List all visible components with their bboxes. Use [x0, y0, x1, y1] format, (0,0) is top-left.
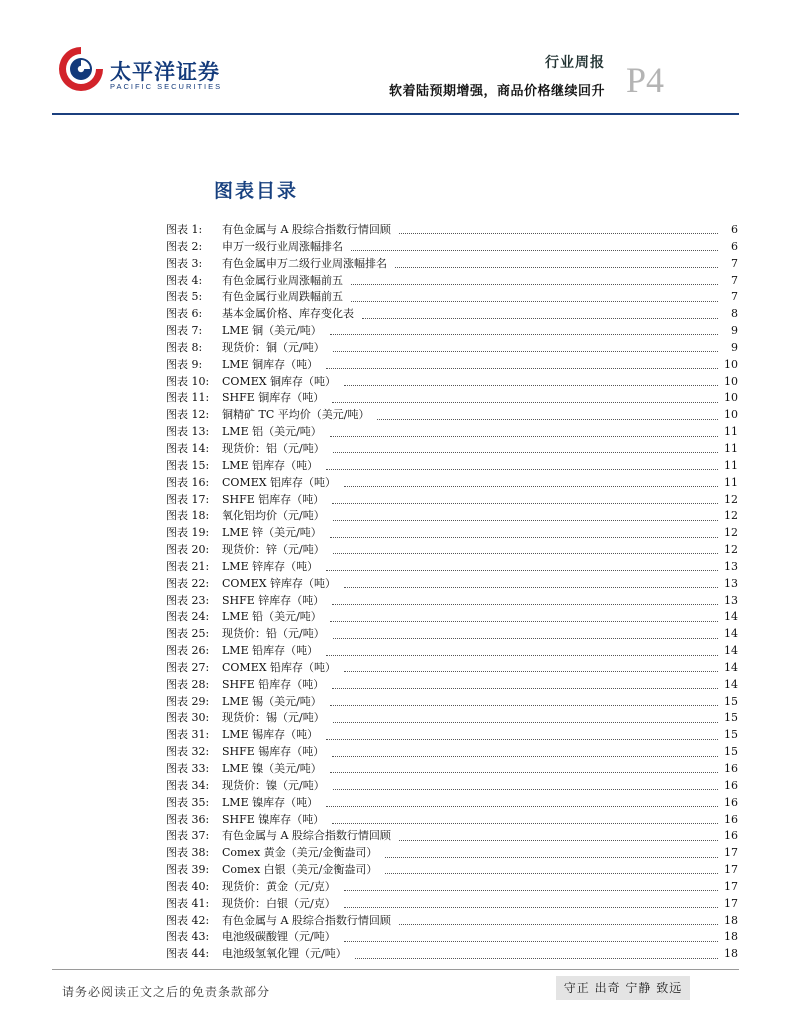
toc-entry-title: LME 锌库存（吨） [222, 559, 319, 573]
toc-dot-leader [333, 350, 718, 352]
toc-dot-leader [332, 401, 718, 403]
toc-entry-label: 图表 24: [166, 610, 210, 624]
toc-entry-label: 图表 41: [166, 896, 210, 910]
toc-entry-title: 基本金属价格、库存变化表 [222, 307, 354, 321]
toc-dot-leader [333, 519, 718, 521]
toc-entry-label: 图表 27: [166, 660, 210, 674]
toc-dot-leader [332, 822, 718, 824]
brand-name-cn: 太平洋证券 [110, 60, 220, 84]
toc-entry-title: 有色金属与 A 股综合指数行情回顾 [222, 223, 391, 236]
toc-entry-label: 图表 26: [166, 644, 210, 658]
toc-dot-leader [330, 704, 718, 706]
toc-entry-label: 图表 38: [166, 846, 210, 860]
toc-dot-leader [333, 721, 718, 723]
toc-entry[interactable] [166, 323, 738, 340]
toc-entry[interactable] [166, 677, 738, 694]
toc-entry-page: 9 [731, 340, 738, 354]
toc-entry-label: 图表 7: [166, 324, 203, 338]
toc-entry[interactable] [166, 525, 738, 542]
toc-entry-title: LME 铜（美元/吨） [222, 324, 322, 338]
report-type: 行业周报 [545, 55, 605, 71]
toc-entry[interactable] [166, 795, 738, 812]
toc-entry-title: 有色金属与 A 股综合指数行情回顾 [222, 913, 391, 927]
toc-entry-title: LME 铜库存（吨） [222, 357, 319, 371]
toc-dot-leader [377, 418, 718, 420]
toc-entry-label: 图表 17: [166, 492, 210, 506]
toc-entry-page: 9 [731, 324, 738, 338]
toc-entry-title: 有色金属行业周涨幅前五 [222, 273, 343, 287]
toc-entry-title: SHFE 镍库存（吨） [222, 812, 325, 826]
toc-dot-leader [332, 755, 718, 757]
toc-entry-title: 有色金属行业周跌幅前五 [222, 290, 343, 304]
company-motto: 守正 出奇 宁静 致远 [556, 976, 690, 1000]
toc-dot-leader [344, 586, 718, 588]
toc-entry-label: 图表 23: [166, 593, 210, 607]
toc-dot-leader [385, 872, 718, 874]
toc-entry-page: 14 [724, 610, 738, 624]
toc-entry[interactable] [166, 559, 738, 576]
toc-entry-page: 15 [724, 728, 738, 742]
toc-entry-page: 10 [724, 391, 738, 405]
toc-entry-page: 6 [731, 239, 738, 253]
toc-dot-leader [330, 771, 718, 773]
toc-entry-page: 18 [724, 930, 738, 944]
toc-entry[interactable] [166, 357, 738, 374]
toc-entry[interactable] [166, 256, 738, 273]
toc-entry-title: 现货价：黄金（元/克） [222, 879, 336, 893]
toc-entry[interactable] [166, 390, 738, 407]
toc-entry-label: 图表 8: [166, 340, 203, 354]
toc-entry[interactable] [166, 778, 738, 795]
toc-dot-leader [332, 502, 718, 504]
toc-entry-page: 8 [731, 307, 738, 321]
footer-divider [52, 969, 739, 970]
toc-entry[interactable] [166, 946, 738, 963]
toc-entry-page: 13 [724, 559, 738, 573]
toc-entry-page: 16 [724, 762, 738, 775]
toc-entry-title: LME 镍库存（吨） [222, 795, 319, 809]
toc-entry[interactable] [166, 812, 738, 829]
toc-entry-page: 14 [724, 660, 738, 674]
toc-entry-title: 现货价：镍（元/吨） [222, 778, 325, 792]
toc-entry-title: 铜精矿 TC 平均价（美元/吨） [222, 408, 370, 422]
toc-entry-page: 16 [724, 829, 738, 843]
toc-entry-label: 图表 13: [166, 425, 210, 439]
toc-entry-title: LME 镍（美元/吨） [222, 762, 322, 775]
toc-entry-title: 现货价：锡（元/吨） [222, 711, 325, 725]
toc-entry-title: COMEX 铜库存（吨） [222, 374, 337, 388]
toc-dot-leader [330, 536, 718, 538]
toc-entry-title: COMEX 锌库存（吨） [222, 576, 337, 590]
toc-entry-title: COMEX 铅库存（吨） [222, 660, 337, 674]
toc-entry[interactable] [166, 593, 738, 610]
toc-dot-leader [332, 603, 718, 605]
toc-entry[interactable] [166, 845, 738, 862]
toc-entry-title: 电池级氢氧化锂（元/吨） [222, 947, 347, 961]
toc-entry-label: 图表 33: [166, 762, 210, 775]
toc-entry-page: 13 [724, 576, 738, 590]
toc-dot-leader [330, 620, 718, 622]
toc-dot-leader [326, 569, 718, 571]
toc-entry-label: 图表 40: [166, 879, 210, 893]
toc-dot-leader [344, 906, 718, 908]
toc-entry-label: 图表 15: [166, 458, 210, 472]
toc-entry-page: 17 [724, 863, 738, 877]
toc-entry-label: 图表 16: [166, 475, 210, 489]
toc-entry-label: 图表 1: [166, 223, 203, 236]
toc-dot-leader [333, 552, 718, 554]
toc-entry-title: 氧化铝均价（元/吨） [222, 509, 325, 523]
toc-dot-leader [395, 266, 718, 268]
toc-entry[interactable] [166, 273, 738, 290]
toc-entry-label: 图表 4: [166, 273, 203, 287]
toc-entry-title: 现货价：铜（元/吨） [222, 340, 325, 354]
toc-entry-title: COMEX 铝库存（吨） [222, 475, 337, 489]
toc-entry-page: 11 [724, 441, 738, 455]
toc-entry-title: 现货价：锌（元/吨） [222, 543, 325, 557]
toc-dot-leader [344, 485, 718, 487]
toc-dot-leader [399, 232, 718, 234]
toc-entry-title: LME 铝库存（吨） [222, 458, 319, 472]
toc-entry-label: 图表 22: [166, 576, 210, 590]
toc-entry-title: 电池级碳酸锂（元/吨） [222, 930, 336, 944]
toc-entry[interactable] [166, 374, 738, 391]
toc-entry-title: 申万一级行业周涨幅排名 [222, 239, 343, 253]
toc-entry[interactable] [166, 441, 738, 458]
toc-entry-page: 7 [731, 273, 738, 287]
toc-dot-leader [362, 317, 718, 319]
brand-name-en: PACIFIC SECURITIES [110, 82, 223, 91]
toc-entry-label: 图表 30: [166, 711, 210, 725]
toc-entry-label: 图表 11: [166, 391, 210, 405]
toc-entry-title: LME 锌（美元/吨） [222, 526, 322, 540]
toc-entry-page: 14 [724, 627, 738, 641]
toc-entry[interactable] [166, 761, 738, 778]
toc-entry[interactable] [166, 710, 738, 727]
report-title: 软着陆预期增强，商品价格继续回升 [388, 84, 605, 99]
toc-entry-page: 15 [724, 711, 738, 725]
toc-entry[interactable] [166, 239, 738, 256]
toc-entry-label: 图表 39: [166, 863, 210, 877]
toc-entry-title: SHFE 铝库存（吨） [222, 492, 325, 506]
toc-entry-label: 图表 3: [166, 256, 203, 270]
toc-entry-page: 11 [724, 475, 738, 489]
toc-entry-page: 14 [724, 677, 738, 691]
toc-entry[interactable] [166, 626, 738, 643]
header-divider [52, 113, 739, 115]
toc-entry-title: LME 铝（美元/吨） [222, 425, 322, 439]
toc-dot-leader [330, 435, 718, 437]
toc-entry-label: 图表 43: [166, 930, 210, 944]
page-number: P4 [626, 60, 665, 100]
toc-entry-label: 图表 35: [166, 795, 210, 809]
toc-entry-title: LME 锡（美元/吨） [222, 694, 322, 708]
toc-dot-leader [355, 957, 718, 959]
toc-entry-page: 7 [731, 256, 738, 270]
toc-entry-title: SHFE 铅库存（吨） [222, 677, 325, 691]
toc-entry-label: 图表 36: [166, 812, 210, 826]
toc-entry-title: 现货价：铝（元/吨） [222, 441, 325, 455]
toc-entry-page: 15 [724, 694, 738, 708]
toc-dot-leader [399, 923, 718, 925]
toc-entry[interactable] [166, 862, 738, 879]
toc-entry-page: 10 [724, 357, 738, 371]
toc-entry-page: 15 [724, 745, 738, 759]
toc-entry[interactable] [166, 407, 738, 424]
toc-entry-title: 现货价：铅（元/吨） [222, 627, 325, 641]
toc-dot-leader [333, 451, 718, 453]
toc-dot-leader [326, 805, 718, 807]
toc-entry[interactable] [166, 340, 738, 357]
toc-entry-title: Comex 白银（美元/金衡盎司） [222, 863, 378, 877]
toc-entry[interactable] [166, 879, 738, 896]
toc-entry[interactable] [166, 458, 738, 475]
toc-dot-leader [326, 367, 718, 369]
toc-entry[interactable] [166, 929, 738, 946]
toc-entry-title: 现货价：白银（元/克） [222, 896, 336, 910]
toc-entry-title: LME 铅（美元/吨） [222, 610, 322, 624]
toc-dot-leader [326, 468, 718, 470]
toc-entry[interactable] [166, 643, 738, 660]
toc-entry-page: 17 [724, 846, 738, 860]
toc-entry[interactable] [166, 306, 738, 323]
toc-entry-page: 12 [724, 492, 738, 506]
toc-entry-title: SHFE 锌库存（吨） [222, 593, 325, 607]
toc-dot-leader [351, 300, 718, 302]
toc-dot-leader [344, 889, 718, 891]
toc-entry[interactable] [166, 660, 738, 677]
toc-entry-label: 图表 34: [166, 778, 210, 792]
toc-entry[interactable] [166, 289, 738, 306]
toc-entry-label: 图表 32: [166, 745, 210, 759]
toc-dot-leader [326, 738, 718, 740]
toc-entry-page: 10 [724, 374, 738, 388]
toc-entry-label: 图表 19: [166, 526, 210, 540]
toc-dot-leader [344, 384, 718, 386]
toc-entry-page: 18 [724, 913, 738, 927]
toc-entry-page: 12 [724, 543, 738, 557]
toc-entry[interactable] [166, 542, 738, 559]
toc-entry[interactable] [166, 508, 738, 525]
toc-entry-label: 图表 44: [166, 947, 210, 961]
toc-dot-leader [333, 637, 718, 639]
toc-dot-leader [332, 687, 718, 689]
toc-entry[interactable] [166, 576, 738, 593]
toc-entry-label: 图表 29: [166, 694, 210, 708]
toc-entry-page: 16 [724, 812, 738, 826]
toc-entry-label: 图表 37: [166, 829, 210, 843]
toc-entry-page: 7 [731, 290, 738, 304]
toc-entry-page: 12 [724, 526, 738, 540]
toc-entry-label: 图表 9: [166, 357, 203, 371]
pacific-securities-logo-icon [56, 44, 106, 94]
table-of-figures [166, 222, 738, 963]
toc-dot-leader [330, 333, 718, 335]
toc-entry-label: 图表 28: [166, 677, 210, 691]
toc-entry-page: 12 [724, 509, 738, 523]
toc-entry-label: 图表 42: [166, 913, 210, 927]
toc-entry-page: 16 [724, 795, 738, 809]
toc-entry[interactable] [166, 896, 738, 913]
toc-entry-page: 11 [724, 425, 738, 439]
toc-entry-title: Comex 黄金（美元/金衡盎司） [222, 846, 378, 860]
toc-entry-label: 图表 10: [166, 374, 210, 388]
toc-entry-page: 10 [724, 408, 738, 422]
toc-entry[interactable] [166, 694, 738, 711]
toc-entry-label: 图表 25: [166, 627, 210, 641]
toc-entry[interactable] [166, 727, 738, 744]
toc-entry[interactable] [166, 222, 738, 239]
toc-entry-title: LME 锡库存（吨） [222, 728, 319, 742]
toc-entry[interactable] [166, 744, 738, 761]
toc-entry-label: 图表 18: [166, 509, 210, 523]
toc-entry-title: 有色金属申万二级行业周涨幅排名 [222, 256, 387, 270]
toc-entry-title: LME 铅库存（吨） [222, 644, 319, 658]
toc-entry-label: 图表 5: [166, 290, 203, 304]
toc-entry[interactable] [166, 424, 738, 441]
toc-entry-label: 图表 21: [166, 559, 210, 573]
toc-entry-page: 17 [724, 896, 738, 910]
disclaimer-text: 请务必阅读正文之后的免责条款部分 [62, 985, 271, 999]
toc-dot-leader [385, 856, 718, 858]
toc-dot-leader [344, 940, 718, 942]
toc-dot-leader [326, 654, 718, 656]
toc-entry-title: SHFE 铜库存（吨） [222, 391, 325, 405]
toc-dot-leader [399, 839, 718, 841]
toc-entry-label: 图表 31: [166, 728, 210, 742]
toc-entry-label: 图表 12: [166, 408, 210, 422]
toc-entry-page: 16 [724, 778, 738, 792]
toc-entry-label: 图表 14: [166, 441, 210, 455]
toc-entry[interactable] [166, 492, 738, 509]
toc-heading: 图表目录 [214, 180, 299, 202]
toc-entry[interactable] [166, 475, 738, 492]
toc-entry[interactable] [166, 913, 738, 930]
toc-dot-leader [333, 788, 718, 790]
toc-entry-page: 14 [724, 644, 738, 658]
toc-entry[interactable] [166, 828, 738, 845]
toc-entry-title: 有色金属与 A 股综合指数行情回顾 [222, 829, 391, 843]
toc-dot-leader [344, 670, 718, 672]
toc-entry-title: SHFE 锡库存（吨） [222, 745, 325, 759]
toc-entry-label: 图表 2: [166, 239, 203, 253]
toc-entry-label: 图表 20: [166, 543, 210, 557]
toc-dot-leader [351, 249, 718, 251]
toc-entry-label: 图表 6: [166, 307, 203, 321]
toc-entry-page: 18 [724, 947, 738, 961]
toc-entry-page: 11 [724, 458, 738, 472]
toc-entry-page: 13 [724, 593, 738, 607]
toc-entry-page: 6 [731, 223, 738, 236]
toc-entry[interactable] [166, 609, 738, 626]
toc-dot-leader [351, 283, 718, 285]
toc-entry-page: 17 [724, 879, 738, 893]
